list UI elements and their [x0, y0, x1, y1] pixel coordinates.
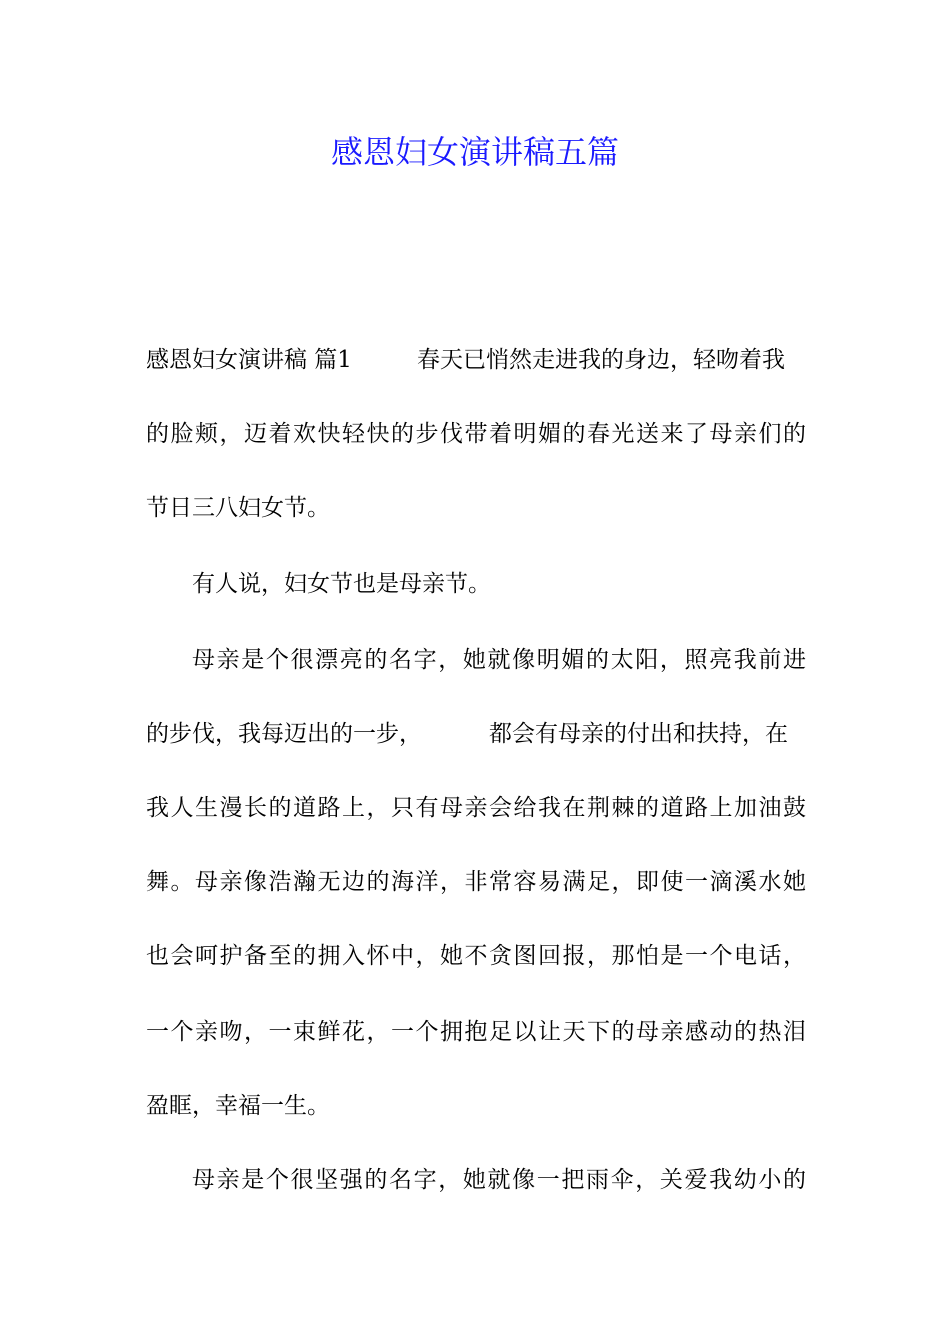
text-line: 母亲是个很坚强的名字，她就像一把雨伞，关爱我幼小的 [192, 1167, 806, 1193]
text-segment: 春天已悄然走进我的身边，轻吻着我 [417, 347, 785, 373]
text-line: 的脸颊，迈着欢快轻快的步伐带着明媚的春光送来了母亲们的 [146, 421, 806, 447]
text-line [146, 340, 806, 380]
text-line: 也会呵护备至的拥入怀中，她不贪图回报，那怕是一个电话， [146, 943, 806, 969]
text-line: 一个亲吻，一束鲜花，一个拥抱足以让天下的母亲感动的热泪 [146, 1019, 806, 1045]
text-segment: 的步伐，我每迈出的一步， [146, 721, 422, 747]
text-segment: 都会有母亲的付出和扶持，在 [489, 721, 788, 747]
text-line: 舞。母亲像浩瀚无边的海洋，非常容易满足，即使一滴溪水她 [146, 869, 806, 895]
document-title: 感恩妇女演讲稿五篇 [330, 133, 619, 171]
text-line: 有人说，妇女节也是母亲节。 [192, 571, 491, 597]
text-line: 我人生漫长的道路上，只有母亲会给我在荆棘的道路上加油鼓 [146, 795, 806, 821]
text-line [146, 714, 806, 754]
text-line: 母亲是个很漂亮的名字，她就像明媚的太阳，照亮我前进 [192, 647, 806, 673]
text-line: 节日三八妇女节。 [146, 495, 330, 521]
section-heading: 感恩妇女演讲稿 篇1 [146, 347, 352, 373]
text-line: 盈眶，幸福一生。 [146, 1093, 330, 1119]
